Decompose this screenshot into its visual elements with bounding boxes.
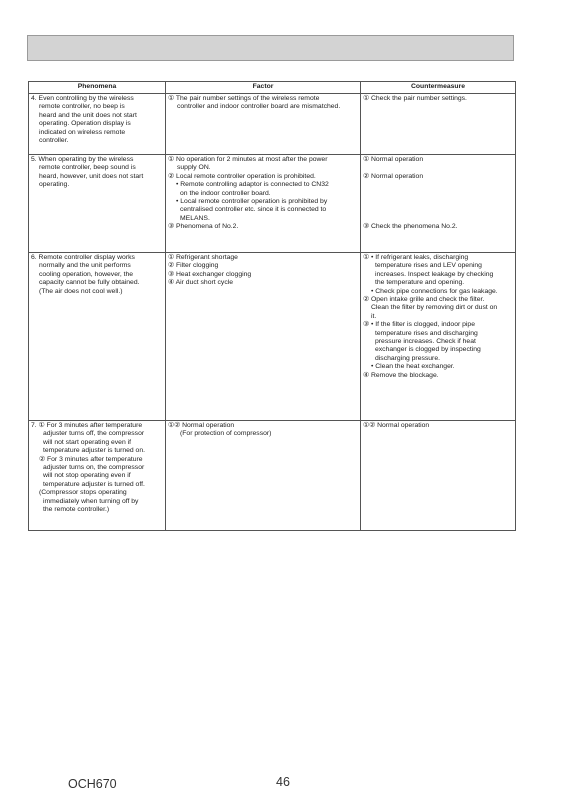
factor-line: MELANS. [180,214,210,222]
countermeasure-line: ② Normal operation [363,172,424,180]
factor-line: ② Local remote controller operation is prohibited. [168,172,316,180]
phenomena-line: will not stop operating even if [43,472,131,480]
phenomena-line: (Compressor stops operating [39,489,127,497]
phenomena-cell [29,155,166,253]
countermeasure-cell [361,253,516,421]
phenomena-line: 6. Remote controller display works [31,254,135,261]
phenomena-line: temperature adjuster is turned on. [43,447,146,455]
factor-line: ① Refrigerant shortage [168,254,238,261]
table-row [29,155,516,253]
model-number: OCH670 [68,777,117,791]
countermeasure-line: ② Open intake grille and check the filter. [363,296,485,304]
countermeasure-line: increases. Inspect leakage by checking [375,270,494,278]
phenomena-line: controller. [39,137,69,145]
phenomena-cell [29,94,166,155]
table-row [29,94,516,155]
phenomena-line: remote controller, no beep is [39,103,125,111]
phenomena-cell [29,253,166,421]
phenomena-line: the remote controller.) [43,506,110,514]
phenomena-line: 5. When operating by the wireless [31,156,134,163]
countermeasure-line: ①② Normal operation [363,422,430,429]
factor-cell [166,94,361,155]
phenomena-line: (The air does not cool well.) [39,287,123,295]
countermeasure-line: it. [371,312,377,320]
countermeasure-line: ① Normal operation [363,156,424,163]
phenomena-line: capacity cannot be fully obtained. [39,279,140,287]
factor-line: ①② Normal operation [168,422,235,429]
header-countermeasure: Countermeasure [361,82,516,94]
countermeasure-cell [361,94,516,155]
factor-line: ③ Phenomena of No.2. [168,223,239,231]
header-phenomena: Phenomena [29,82,166,94]
phenomena-line: operating. [39,181,70,189]
countermeasure-line: ① Check the pair number settings. [363,95,467,102]
phenomena-line: immediately when turning off by [43,497,139,505]
phenomena-line: indicated on wireless remote [39,128,126,136]
countermeasure-line: ③ • If the filter is clogged, indoor pipe [363,321,475,329]
factor-line: • Local remote controller operation is prohibited by [176,198,328,206]
phenomena-cell [29,421,166,531]
countermeasure-line: discharging pressure. [375,354,440,362]
factor-cell [166,253,361,421]
countermeasure-cell [361,155,516,253]
phenomena-line: heard, however, unit does not start [39,172,144,180]
table-row [29,421,516,531]
factor-line: supply ON. [177,164,211,172]
factor-line: controller and indoor controller board are mismatched. [177,103,341,111]
countermeasure-line: • Clean the heat exchanger. [371,363,455,371]
factor-line: ④ Air duct short cycle [168,279,234,287]
factor-line: ① The pair number settings of the wireless remote [168,95,320,102]
countermeasure-line: temperature rises and LEV opening [375,262,482,270]
page-number: 46 [276,775,290,789]
countermeasure-line: the temperature and opening. [375,279,465,287]
phenomena-line: temperature adjuster is turned off. [43,480,145,488]
factor-line: • Remote controlling adaptor is connected to CN32 [176,181,329,189]
countermeasure-line: Clean the filter by removing dirt or dust on [371,304,498,312]
phenomena-line: 7. ① For 3 minutes after temperature [31,422,143,429]
countermeasure-cell [361,421,516,531]
phenomena-line: remote controller, beep sound is [39,164,136,172]
countermeasure-line: ① • If refrigerant leaks, discharging [363,254,469,261]
factor-line: ③ Heat exchanger clogging [168,270,252,278]
factor-line: on the indoor controller board. [180,189,271,197]
phenomena-line: will not start operating even if [43,438,132,446]
table-header-row [29,82,516,94]
phenomena-line: operating. Operation display is [39,120,131,128]
countermeasure-line: temperature rises and discharging [375,329,478,337]
factor-line: centralised controller etc. since it is connected to [180,206,327,214]
factor-line: ① No operation for 2 minutes at most after the power [168,156,328,163]
phenomena-line: normally and the unit performs [39,262,131,270]
factor-cell [166,155,361,253]
countermeasure-line: exchanger is clogged by inspecting [375,346,481,354]
phenomena-line: ② For 3 minutes after temperature [39,455,143,463]
countermeasure-line: pressure increases. Check if heat [375,338,476,346]
factor-line: ② Filter clogging [168,262,219,270]
table-row [29,253,516,421]
troubleshooting-table [28,81,516,531]
countermeasure-line: ③ Check the phenomena No.2. [363,223,458,231]
countermeasure-line: • Check pipe connections for gas leakage. [371,287,498,295]
phenomena-line: cooling operation, however, the [39,270,134,278]
factor-line: (For protection of compressor) [180,430,272,438]
phenomena-line: 4. Even controlling by the wireless [31,95,134,102]
phenomena-line: heard and the unit does not start [39,111,137,119]
phenomena-line: adjuster turns on, the compressor [43,464,145,472]
factor-cell [166,421,361,531]
countermeasure-line: ④ Remove the blockage. [363,371,439,379]
section-header-band [27,35,514,61]
phenomena-line: adjuster turns off, the compressor [43,430,145,438]
header-factor: Factor [166,82,361,94]
